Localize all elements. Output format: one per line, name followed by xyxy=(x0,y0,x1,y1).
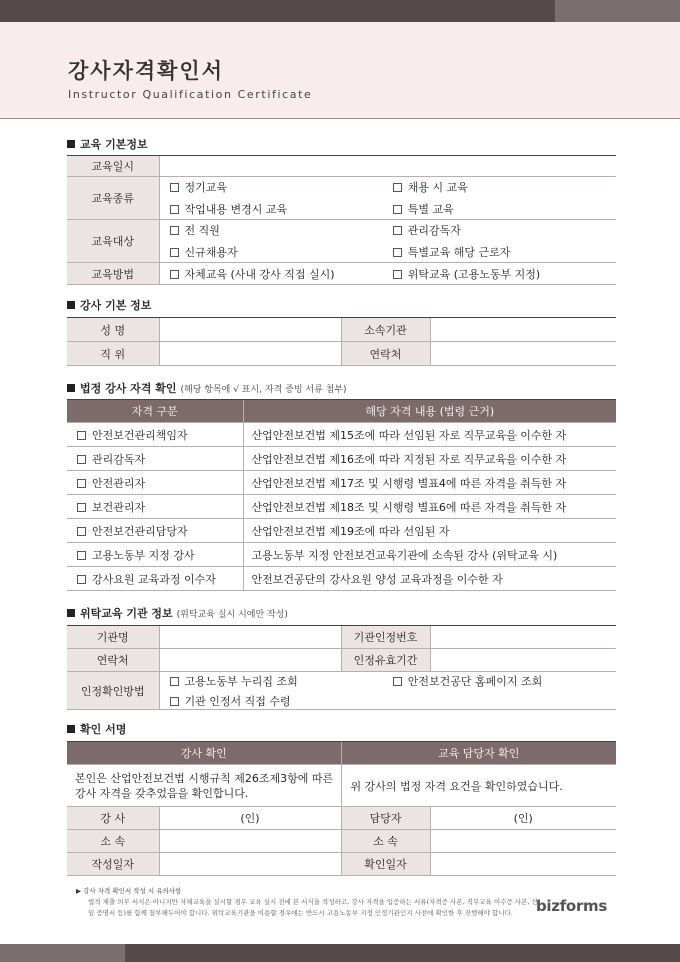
edu-date-label: 교육일시 xyxy=(67,156,159,177)
qual-col-type: 자격 구분 xyxy=(67,400,243,423)
agency-contact-field[interactable] xyxy=(159,649,341,672)
checkbox-icon[interactable] xyxy=(77,527,86,536)
qualification-note: (해당 항목에 √ 표시, 자격 증빙 서류 첨부) xyxy=(180,385,347,395)
checkbox-icon[interactable] xyxy=(170,248,179,257)
qual-desc: 고용노동부 지정 안전보건교육기관에 소속된 강사 (위탁교육 시) xyxy=(243,543,616,567)
org-label: 소속기관 xyxy=(341,318,430,342)
qualification-table xyxy=(67,399,616,591)
edu-method-option[interactable]: 위탁교육 (고용노동부 지정) xyxy=(393,266,616,282)
qual-desc: 산업안전보건법 제16조에 따라 지정된 자로 직무교육을 이수한 자 xyxy=(243,447,616,471)
checkbox-icon[interactable] xyxy=(393,183,402,192)
position-field[interactable] xyxy=(159,342,341,366)
top-bar xyxy=(0,0,680,22)
instructor-affiliation-label: 소 속 xyxy=(67,830,159,853)
table-row xyxy=(67,471,616,495)
sign-instructor-header: 강사 확인 xyxy=(67,742,341,765)
qual-desc: 안전보건공단의 강사요원 양성 교육과정을 이수한 자 xyxy=(243,567,616,591)
manager-sign-label: 담당자 xyxy=(341,807,430,830)
section-qualification-title: 법정 강사 자격 확인 (해당 항목에 √ 표시, 자격 증빙 서류 첨부) xyxy=(67,380,347,396)
checkbox-icon[interactable] xyxy=(170,270,179,279)
qual-type[interactable]: 강사요원 교육과정 이수자 xyxy=(67,567,243,591)
section-sign-title: 확인 서명 xyxy=(67,721,126,737)
table-row xyxy=(67,519,616,543)
bullet-square-icon xyxy=(67,301,75,309)
checkbox-icon[interactable] xyxy=(393,677,402,686)
checkbox-icon[interactable] xyxy=(393,248,402,257)
instructor-statement: 본인은 산업안전보건법 시행규칙 제26조제3항에 따른 강사 자격을 갖추었음을 확인합니다. xyxy=(67,765,341,807)
checkbox-icon[interactable] xyxy=(77,479,86,488)
checkbox-icon[interactable] xyxy=(170,183,179,192)
table-row xyxy=(67,423,616,447)
section-agency-title: 위탁교육 기관 정보 (위탁교육 실시 시에만 작성) xyxy=(67,605,288,621)
verify-option[interactable]: 고용노동부 누리집 조회 xyxy=(170,673,393,689)
qual-desc: 산업안전보건법 제17조 및 시행령 별표4에 따른 자격을 취득한 자 xyxy=(243,471,616,495)
edu-type-option[interactable]: 특별 교육 xyxy=(393,201,616,217)
checkbox-icon[interactable] xyxy=(170,697,179,706)
agency-table xyxy=(67,625,616,710)
checkbox-icon[interactable] xyxy=(393,226,402,235)
confirmed-date-field[interactable] xyxy=(430,853,616,876)
instructor-seal[interactable]: (인) xyxy=(159,807,341,830)
qual-type[interactable]: 고용노동부 지정 강사 xyxy=(67,543,243,567)
basic-info-table xyxy=(67,155,616,285)
agency-name-label: 기관명 xyxy=(67,626,159,649)
sign-manager-header: 교육 담당자 확인 xyxy=(341,742,616,765)
bullet-square-icon xyxy=(67,725,75,733)
qual-type[interactable]: 관리감독자 xyxy=(67,447,243,471)
bullet-square-icon xyxy=(67,140,75,148)
written-date-label: 작성일자 xyxy=(67,853,159,876)
manager-statement: 위 강사의 법정 자격 요건을 확인하였습니다. xyxy=(341,765,616,807)
verify-method-label: 인정확인방법 xyxy=(67,672,159,710)
edu-type-option[interactable]: 정기교육 xyxy=(170,179,393,195)
checkbox-icon[interactable] xyxy=(170,205,179,214)
instructor-affiliation-field[interactable] xyxy=(159,830,341,853)
manager-seal[interactable]: (인) xyxy=(430,807,616,830)
agency-contact-label: 연락처 xyxy=(67,649,159,672)
position-label: 직 위 xyxy=(67,342,159,366)
agency-name-field[interactable] xyxy=(159,626,341,649)
header xyxy=(0,22,680,119)
instructor-info-table xyxy=(67,317,616,366)
checkbox-icon[interactable] xyxy=(393,270,402,279)
qual-type[interactable]: 보건관리자 xyxy=(67,495,243,519)
footnote-body: 법적 제출 의무 서식은 아니지만 자체교육을 실시할 경우 교육 실시 전에 본 서식을 작성하고, 강사 자격을 입증하는 서류(자격증 사본, 직무교육 이수증 사본, 선임 증명서 등)를 함께 첨부해두어야 합니다. 위탁교육기관을 이용할 경우에는 반드시 고용노동부 지정 인정기관인지 사전에 확인한 후 진행해야 합니다. xyxy=(88,898,538,917)
footnote xyxy=(76,886,538,919)
verify-option[interactable]: 안전보건공단 홈페이지 조회 xyxy=(393,673,616,689)
agency-validity-field[interactable] xyxy=(430,649,616,672)
edu-target-option[interactable]: 관리감독자 xyxy=(393,222,616,238)
edu-type-option[interactable]: 채용 시 교육 xyxy=(393,179,616,195)
table-row xyxy=(67,447,616,471)
bullet-square-icon xyxy=(67,609,75,617)
checkbox-icon[interactable] xyxy=(170,677,179,686)
agency-cert-field[interactable] xyxy=(430,626,616,649)
instructor-sign-label: 강 사 xyxy=(67,807,159,830)
table-row xyxy=(67,543,616,567)
edu-target-option[interactable]: 특별교육 해당 근로자 xyxy=(393,244,616,260)
org-field[interactable] xyxy=(430,318,616,342)
top-bar-accent xyxy=(555,0,680,22)
checkbox-icon[interactable] xyxy=(77,551,86,560)
edu-method-label: 교육방법 xyxy=(67,263,159,285)
checkbox-icon[interactable] xyxy=(170,226,179,235)
section-basic-title: 교육 기본정보 xyxy=(67,136,148,152)
sign-table xyxy=(67,741,616,876)
checkbox-icon[interactable] xyxy=(77,455,86,464)
table-row xyxy=(67,567,616,591)
edu-method-option[interactable]: 자체교육 (사내 강사 직접 실시) xyxy=(170,266,393,282)
footnote-title: 강사 자격 확인서 작성 시 유의사항 xyxy=(83,887,182,895)
triangle-bullet-icon: ▶ xyxy=(76,887,84,895)
bullet-square-icon xyxy=(67,384,75,392)
edu-type-label: 교육종류 xyxy=(67,177,159,220)
qual-type[interactable]: 안전관리자 xyxy=(67,471,243,495)
qual-col-desc: 해당 자격 내용 (법령 근거) xyxy=(243,400,616,423)
qual-type[interactable]: 안전보건관리책임자 xyxy=(67,423,243,447)
manager-affiliation-field[interactable] xyxy=(430,830,616,853)
edu-target-option[interactable]: 신규채용자 xyxy=(170,244,393,260)
section-instructor-title: 강사 기본 정보 xyxy=(67,297,151,313)
agency-note: (위탁교육 실시 시에만 작성) xyxy=(176,610,288,620)
checkbox-icon[interactable] xyxy=(393,205,402,214)
agency-validity-label: 인정유효기간 xyxy=(341,649,430,672)
bottom-bar xyxy=(0,944,680,962)
bizforms-logo: bizforms xyxy=(536,897,607,915)
checkbox-icon[interactable] xyxy=(77,503,86,512)
edu-target-option[interactable]: 전 직원 xyxy=(170,222,393,238)
qual-desc: 산업안전보건법 제19조에 따라 선임된 자 xyxy=(243,519,616,543)
name-label: 성 명 xyxy=(67,318,159,342)
checkbox-icon[interactable] xyxy=(77,431,86,440)
manager-affiliation-label: 소 속 xyxy=(341,830,430,853)
edu-type-option[interactable]: 작업내용 변경시 교육 xyxy=(170,201,393,217)
edu-target-label: 교육대상 xyxy=(67,220,159,263)
page-subtitle: Instructor Qualification Certificate xyxy=(68,88,313,101)
page-title: 강사자격확인서 xyxy=(68,59,225,83)
checkbox-icon[interactable] xyxy=(77,575,86,584)
agency-cert-label: 기관인정번호 xyxy=(341,626,430,649)
table-row xyxy=(67,495,616,519)
confirmed-date-label: 확인일자 xyxy=(341,853,430,876)
qual-desc: 산업안전보건법 제18조 및 시행령 별표6에 따른 자격을 취득한 자 xyxy=(243,495,616,519)
edu-date-field[interactable] xyxy=(159,156,616,177)
contact-field[interactable] xyxy=(430,342,616,366)
qual-type[interactable]: 안전보건관리담당자 xyxy=(67,519,243,543)
written-date-field[interactable] xyxy=(159,853,341,876)
name-field[interactable] xyxy=(159,318,341,342)
verify-option[interactable]: 기관 인정서 직접 수령 xyxy=(170,693,617,709)
qual-desc: 산업안전보건법 제15조에 따라 선임된 자로 직무교육을 이수한 자 xyxy=(243,423,616,447)
contact-label: 연락처 xyxy=(341,342,430,366)
bottom-bar-accent xyxy=(0,944,125,962)
